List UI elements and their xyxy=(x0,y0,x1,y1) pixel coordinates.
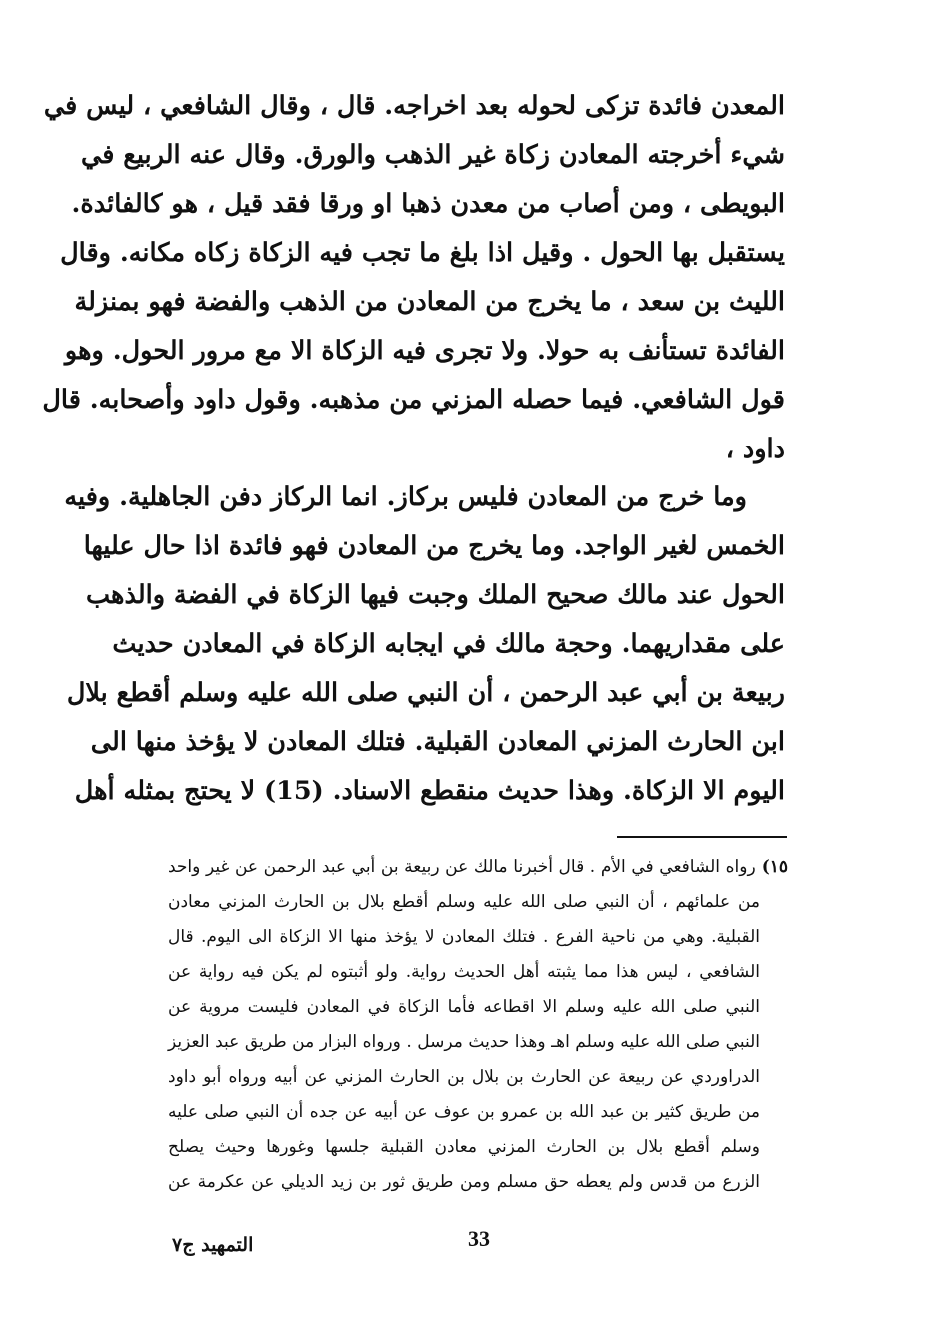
footnote-number: ١٥) xyxy=(761,857,788,877)
footnote-line: الشافعي ، ليس هذا مما يثبته أهل الحديث رواية. ولو أثبتوه لم يكن فيه رواية عن xyxy=(168,962,760,982)
footnote-line: الدراوردي عن ربيعة عن الحارث بن بلال بن الحارث المزني عن أبيه ورواه أبو داود xyxy=(168,1067,760,1087)
paragraph-1 xyxy=(42,82,785,474)
text-line: على مقداريهما. وحجة مالك في ايجابه الزكاة في المعادن حديث xyxy=(112,629,785,659)
text-line: البويطى ، ومن أصاب من معدن ذهبا او ورقا فقد قيل ، هو كالفائدة. xyxy=(71,189,785,219)
footnote-block xyxy=(168,850,788,1200)
paragraph-2 xyxy=(64,473,785,816)
footnote-line: النبي صلى الله عليه وسلم الا اقطاعه فأما الزكاة في المعادن فليست مروية عن xyxy=(168,997,760,1017)
footnote-divider xyxy=(617,836,787,838)
footnote-line xyxy=(168,850,788,885)
text-line: الحول عند مالك صحيح الملك وجبت فيها الزكاة في الفضة والذهب xyxy=(85,580,785,610)
text-line: قول الشافعي. فيما حصله المزني من مذهبه. وقول داود وأصحابه. قال xyxy=(42,385,785,415)
footnote-line: النبي صلى الله عليه وسلم اهـ وهذا حديث مرسل . ورواه البزار من طريق عبد العزيز xyxy=(168,1032,760,1052)
footnote-line: القبلية. وهي من ناحية الفرع . فتلك المعادن لا يؤخذ منها الا الزكاة الى اليوم. قال xyxy=(168,927,760,947)
footnote-text: رواه الشافعي في الأم . قال أخبرنا مالك عن ربيعة بن أبي عبد الرحمن عن غير واحد xyxy=(168,857,756,877)
text-line: الفائدة تستأنف به حولا. ولا تجرى فيه الزكاة الا مع مرور الحول. وهو xyxy=(64,336,785,366)
page-number: 33 xyxy=(468,1226,490,1251)
text-line: المعدن فائدة تزكى لحوله بعد اخراجه. قال ، وقال الشافعي ، ليس في xyxy=(43,91,785,121)
footnote-line: وسلم أقطع بلال بن الحارث المزني معادن القبلية جلسها وغورها وحيث يصلح xyxy=(168,1137,760,1157)
text-line: وما خرج من المعادن فليس بركاز. انما الركاز دفن الجاهلية. وفيه xyxy=(64,482,747,512)
running-title: التمهيد ج٧ xyxy=(172,1234,254,1256)
text-line: ابن الحارث المزني المعادن القبلية. فتلك المعادن لا يؤخذ منها الى xyxy=(90,727,785,757)
text-line: الليث بن سعد ، ما يخرج من المعادن من الذهب والفضة فهو بمنزلة xyxy=(74,287,785,317)
text-line: داود ، xyxy=(725,434,785,464)
footnote-line: من علمائهم ، أن النبي صلى الله عليه وسلم أقطع بلال بن الحارث المزني معادن xyxy=(168,892,760,912)
footnote-line: الزرع من قدس ولم يعطه حق مسلم ومن طريق ثور بن زيد الديلي عن عكرمة عن xyxy=(168,1172,760,1192)
text-line: ربيعة بن أبي عبد الرحمن ، أن النبي صلى الله عليه وسلم أقطع بلال xyxy=(66,678,785,708)
text-line: يستقبل بها الحول . وقيل اذا بلغ ما تجب فيه الزكاة زكاه مكانه. وقال xyxy=(60,238,785,268)
text-line: الخمس لغير الواجد. وما يخرج من المعادن فهو فائدة اذا حال عليها xyxy=(83,531,785,561)
text-line: اليوم الا الزكاة. وهذا حديث منقطع الاسناد. (15) لا يحتج بمثله أهل xyxy=(74,776,785,806)
footnote-line: من طريق كثير بن عبد الله بن عمرو بن عوف عن أبيه عن جده أن النبي صلى عليه xyxy=(168,1102,760,1122)
text-line: شيء أخرجته المعادن زكاة غير الذهب والورق. وقال عنه الربيع في xyxy=(80,140,785,170)
